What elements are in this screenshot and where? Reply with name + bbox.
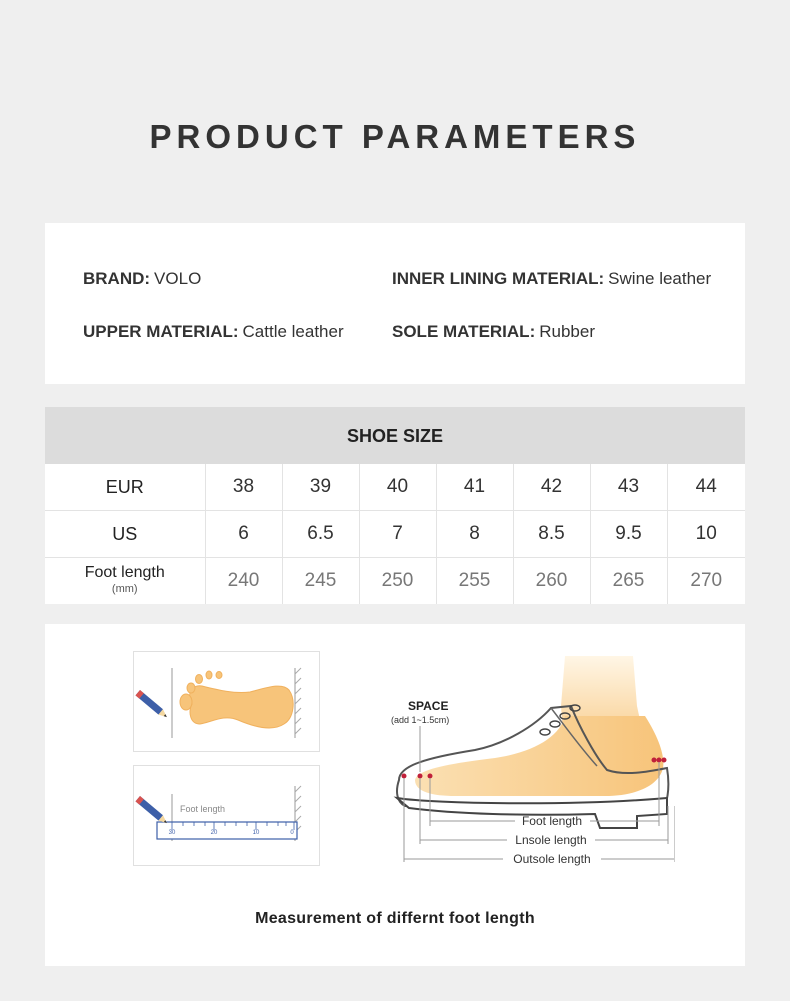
table-cell: 6.5 — [282, 511, 359, 558]
footprint-illustration — [134, 652, 319, 751]
param-upper — [83, 322, 344, 342]
table-cell: 10 — [667, 511, 745, 558]
param-brand — [83, 269, 201, 289]
toe — [216, 672, 222, 679]
param-sole — [392, 322, 595, 342]
foot-marker — [428, 774, 433, 779]
table-row-eur — [45, 464, 745, 511]
ruler-illustration — [134, 766, 319, 865]
ruler-foot-length-label: Foot length — [180, 804, 226, 814]
foot-length-label: Foot length — [84, 564, 165, 581]
outsole-length-label: Outsole length — [513, 852, 591, 866]
param-sole-label: SOLE MATERIAL: — [392, 322, 536, 341]
footprint-panel — [133, 651, 320, 752]
param-upper-label: UPPER MATERIAL: — [83, 322, 239, 341]
footprint-sole — [190, 686, 294, 728]
heel-marker — [657, 758, 662, 763]
shoe-size-card — [45, 407, 745, 604]
space-note: (add 1~1.5cm) — [391, 715, 450, 725]
space-label: SPACE — [408, 699, 449, 713]
table-cell: 265 — [590, 558, 667, 605]
ruler-tick-label: 0 — [290, 830, 294, 836]
ruler-tick-label: 10 — [252, 830, 260, 836]
param-brand-value: VOLO — [154, 269, 202, 288]
page-title: PRODUCT PARAMETERS — [149, 118, 641, 155]
product-params-card — [45, 223, 745, 384]
ruler-tick-label: 20 — [210, 830, 218, 836]
table-cell: 6 — [205, 511, 282, 558]
param-upper-value: Cattle leather — [242, 322, 344, 341]
heel-marker — [652, 758, 657, 763]
table-cell: 41 — [436, 464, 513, 511]
param-sole-value: Rubber — [539, 322, 595, 341]
table-row-us — [45, 511, 745, 558]
table-cell: 245 — [282, 558, 359, 605]
table-cell: 44 — [667, 464, 745, 511]
foot-length-label: Foot length — [521, 814, 583, 828]
table-cell: 260 — [513, 558, 590, 605]
insole-length-label: Lnsole length — [515, 833, 587, 847]
heel-marker — [662, 758, 667, 763]
insole-marker — [418, 774, 423, 779]
toe — [180, 694, 192, 710]
pencil-icon — [136, 690, 170, 720]
shoe-diagram — [375, 646, 675, 871]
table-cell: 250 — [359, 558, 436, 605]
table-cell: 240 — [205, 558, 282, 605]
toe — [187, 683, 195, 693]
param-inner-lining-value: Swine leather — [608, 269, 712, 288]
table-cell: 42 — [513, 464, 590, 511]
row-label-eur: EUR — [45, 464, 205, 511]
table-cell: 40 — [359, 464, 436, 511]
shoe-size-table — [45, 464, 745, 604]
measurement-caption: Measurement of differnt foot length — [255, 910, 535, 927]
foot-shape — [415, 716, 663, 796]
shoe-size-title: SHOE SIZE — [45, 407, 745, 464]
table-cell: 8 — [436, 511, 513, 558]
table-row-foot-length — [45, 558, 745, 605]
table-cell: 38 — [205, 464, 282, 511]
ruler — [157, 822, 297, 839]
row-label-us: US — [45, 511, 205, 558]
table-cell: 43 — [590, 464, 667, 511]
table-cell: 8.5 — [513, 511, 590, 558]
table-cell: 7 — [359, 511, 436, 558]
table-cell: 39 — [282, 464, 359, 511]
pencil-icon — [136, 796, 170, 826]
table-cell: 255 — [436, 558, 513, 605]
param-inner-lining-label: INNER LINING MATERIAL: — [392, 269, 605, 288]
ruler-panel — [133, 765, 320, 866]
outsole-marker — [402, 774, 407, 779]
measurement-card — [45, 624, 745, 966]
wall-hatch — [295, 668, 301, 734]
param-brand-label: BRAND: — [83, 269, 151, 288]
foot-length-unit: (mm) — [111, 583, 138, 595]
toe — [196, 675, 203, 684]
row-label-foot-length — [45, 558, 205, 605]
table-cell: 9.5 — [590, 511, 667, 558]
ruler-tick-label: 30 — [168, 830, 176, 836]
param-inner-lining — [392, 269, 711, 289]
toe — [206, 671, 212, 679]
table-cell: 270 — [690, 570, 723, 591]
